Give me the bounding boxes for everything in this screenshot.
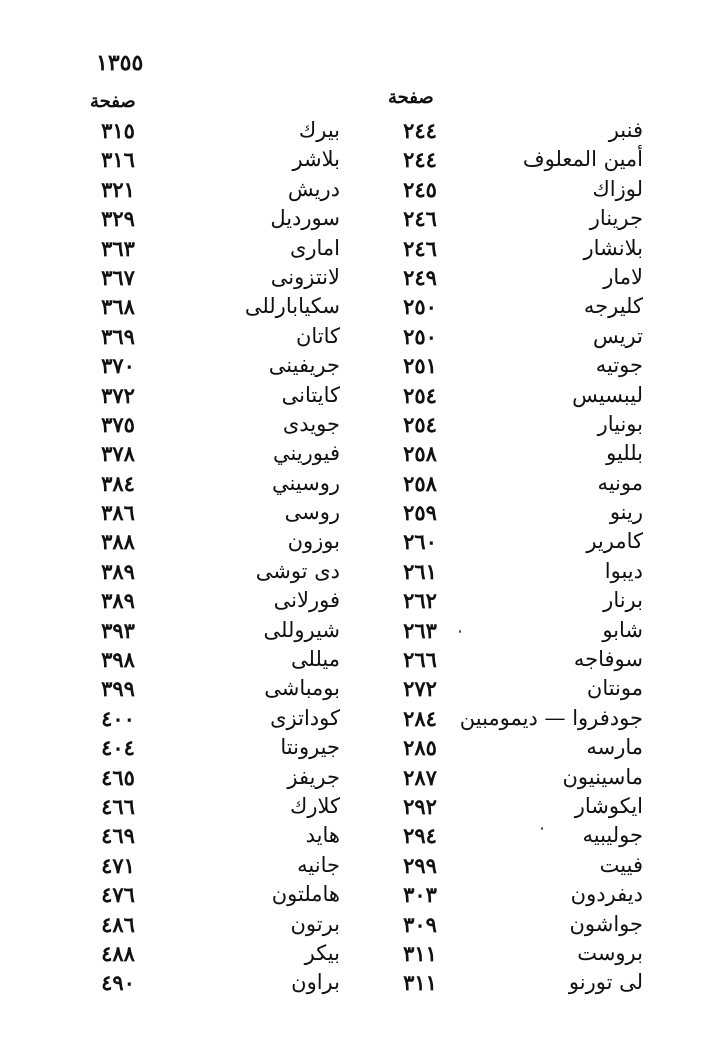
index-row <box>0 527 723 556</box>
entry-name-right: تريس <box>592 323 643 348</box>
entry-name-right: برنار <box>603 588 643 613</box>
entry-page-left: ٤٦٦ <box>101 793 135 819</box>
entry-name-right: مونيه <box>597 470 643 495</box>
index-row <box>0 204 723 233</box>
entry-name-right: فنبر <box>608 118 643 142</box>
entry-name-left: دی توشی <box>255 558 340 583</box>
entry-page-left: ٣٢٩ <box>101 206 135 232</box>
entry-name-left: لانتزونی <box>270 264 340 289</box>
entry-page-right: ٢٤٦ <box>403 235 437 261</box>
entry-name-left: جريفينى <box>268 353 340 378</box>
index-row <box>0 910 723 939</box>
index-row <box>0 645 723 674</box>
entry-page-right: ٣٠٣ <box>403 882 437 908</box>
left-page-column-header: صفحة <box>90 91 136 112</box>
entry-name-right: ايكوشار <box>574 793 643 818</box>
entry-name-right: جوتيه <box>595 353 643 378</box>
entry-name-left: اماری <box>289 235 340 260</box>
index-row <box>0 410 723 439</box>
index-entries <box>0 116 723 998</box>
index-row <box>0 851 723 880</box>
entry-page-left: ٤٠٤ <box>101 735 135 761</box>
entry-name-right: ديفردون <box>570 882 643 907</box>
entry-name-left: جويدى <box>282 411 340 436</box>
entry-name-left: جانيه <box>297 852 340 877</box>
entry-name-left: ميلل‍ی <box>291 647 340 672</box>
entry-name-right: مونتان <box>586 676 643 701</box>
entry-name-right: كليرجه <box>583 294 643 319</box>
entry-name-left: بوزون <box>287 529 340 554</box>
entry-name-left: كلارك <box>290 793 340 818</box>
entry-page-right: ٣١١ <box>403 970 437 996</box>
entry-page-left: ٣٨٩ <box>101 558 135 584</box>
entry-page-right: ٢٦١ <box>403 558 437 584</box>
entry-page-right: ٢٥٤ <box>403 411 437 437</box>
index-row <box>0 792 723 821</box>
index-row <box>0 704 723 733</box>
entry-page-right: ٢٦٦ <box>403 647 437 673</box>
index-row <box>0 968 723 997</box>
entry-page-right: ٢٩٢ <box>403 793 437 819</box>
index-row <box>0 469 723 498</box>
entry-page-right: ٢٥١ <box>403 353 437 379</box>
entry-name-right: شابو <box>602 617 643 642</box>
entry-page-right: ٣١١ <box>403 940 437 966</box>
entry-page-left: ٤٩٠ <box>101 970 135 996</box>
entry-name-right: فييت <box>599 852 643 877</box>
entry-page-right: ٢٥٤ <box>403 382 437 408</box>
entry-name-right: بروست <box>577 940 643 965</box>
entry-name-left: سوردیل <box>270 206 340 231</box>
entry-page-left: ٣٧٥ <box>101 411 135 437</box>
entry-page-left: ٣١٥ <box>101 118 135 143</box>
entry-page-left: ٤٦٥ <box>101 764 135 790</box>
entry-name-left: بيكر <box>304 940 340 965</box>
entry-name-left: دريش <box>287 176 340 201</box>
index-row <box>0 175 723 204</box>
entry-name-right: سوفاجه <box>573 647 643 672</box>
print-speck <box>541 827 543 830</box>
entry-page-right: ٢٤٥ <box>403 176 437 202</box>
entry-page-left: ٣٧٢ <box>101 382 135 408</box>
entry-page-right: ٢٥٠ <box>403 323 437 349</box>
entry-page-right: ٢٥٠ <box>403 294 437 320</box>
entry-name-left: كاتان <box>295 323 340 348</box>
entry-page-right: ٢٦٠ <box>403 529 437 555</box>
page-number: ١٣٥٥ <box>96 50 144 76</box>
entry-page-right: ٢٨٥ <box>403 735 437 761</box>
entry-page-left: ٣٩٨ <box>101 647 135 673</box>
entry-name-right: جوليبيه <box>582 823 643 848</box>
index-row <box>0 880 723 909</box>
entry-name-right: كامرير <box>586 529 643 554</box>
entry-name-right: بلليو <box>606 441 643 466</box>
index-row <box>0 381 723 410</box>
index-row <box>0 145 723 174</box>
entry-page-left: ٣٩٣ <box>101 617 135 643</box>
entry-page-left: ٤٨٨ <box>101 940 135 966</box>
entry-page-right: ٢٦٣ <box>403 617 437 643</box>
entry-name-left: روسی <box>284 500 340 525</box>
entry-page-right: ٣٠٩ <box>403 911 437 937</box>
entry-name-right: لى تورنو <box>568 970 643 995</box>
entry-name-right: مارسه <box>586 735 643 760</box>
entry-name-right: لوزاك <box>592 176 643 201</box>
right-page-column-header: صفحة <box>388 87 434 108</box>
entry-page-right: ٢٤٩ <box>403 264 437 290</box>
entry-name-left: جيرونتا <box>280 735 340 760</box>
entry-page-right: ٢٩٤ <box>403 823 437 849</box>
entry-name-left: فيوريني <box>272 441 340 466</box>
entry-page-left: ٤٦٩ <box>101 823 135 849</box>
entry-page-left: ٣٦٨ <box>101 294 135 320</box>
entry-name-right: جواشون <box>569 911 643 936</box>
entry-name-right: ماسينيون <box>562 764 643 789</box>
entry-name-left: شيرولل‍ی <box>263 617 340 642</box>
entry-name-left: كوداتزی <box>270 705 340 730</box>
entry-page-left: ٣٧٠ <box>101 353 135 379</box>
entry-name-right: ليبسيس <box>572 382 643 407</box>
index-row <box>0 322 723 351</box>
index-row <box>0 733 723 762</box>
index-row <box>0 351 723 380</box>
entry-page-right: ٢٨٤ <box>403 705 437 731</box>
entry-page-left: ٣٦٩ <box>101 323 135 349</box>
entry-name-right: ديبوا <box>604 558 643 583</box>
entry-page-left: ٣٧٨ <box>101 441 135 467</box>
entry-page-left: ٣٨٦ <box>101 500 135 526</box>
entry-name-right: جودفروا — ديمومبين <box>459 705 643 730</box>
entry-name-left: هايد <box>305 823 340 848</box>
entry-page-left: ٣٨٩ <box>101 588 135 614</box>
entry-name-left: كايتانى <box>281 382 340 407</box>
entry-name-right: رينو <box>609 500 643 525</box>
entry-name-left: فورلانى <box>273 588 340 613</box>
entry-name-left: سكيابارللی <box>244 294 340 319</box>
entry-page-left: ٣٢١ <box>101 176 135 202</box>
index-row <box>0 263 723 292</box>
entry-page-left: ٣٦٣ <box>101 235 135 261</box>
entry-page-right: ٢٤٤ <box>403 118 437 143</box>
entry-page-right: ٢٥٩ <box>403 500 437 526</box>
index-row <box>0 616 723 645</box>
entry-page-left: ٣٦٧ <box>101 264 135 290</box>
index-row <box>0 939 723 968</box>
entry-name-left: هاملتون <box>271 882 340 907</box>
entry-name-right: بونيار <box>597 411 643 436</box>
entry-page-left: ٤٠٠ <box>101 705 135 731</box>
entry-page-left: ٣٩٩ <box>101 676 135 702</box>
index-row <box>0 821 723 850</box>
entry-page-right: ٢٦٢ <box>403 588 437 614</box>
entry-page-right: ٢٨٧ <box>403 764 437 790</box>
entry-name-right: جرينار <box>589 206 643 231</box>
entry-name-right: أمين المعلوف <box>522 147 643 172</box>
index-row <box>0 292 723 321</box>
entry-name-left: بلاشر <box>292 147 340 172</box>
index-row <box>0 557 723 586</box>
print-speck <box>459 630 461 633</box>
entry-name-right: لامار <box>603 264 643 289</box>
entry-name-left: برتون <box>290 911 340 936</box>
entry-page-left: ٣٨٤ <box>101 470 135 496</box>
entry-name-right: بلانشار <box>583 235 643 260</box>
entry-page-right: ٢٤٤ <box>403 147 437 173</box>
entry-name-left: بيرك <box>298 118 340 142</box>
entry-page-right: ٢٥٨ <box>403 470 437 496</box>
index-row <box>0 674 723 703</box>
entry-page-right: ٢٩٩ <box>403 852 437 878</box>
entry-page-left: ٣١٦ <box>101 147 135 173</box>
entry-name-left: روسيني <box>271 470 340 495</box>
index-row <box>0 586 723 615</box>
entry-name-left: بومباشی <box>264 676 340 701</box>
entry-name-left: جريفز <box>287 764 340 789</box>
entry-page-left: ٤٧١ <box>101 852 135 878</box>
entry-page-right: ٢٤٦ <box>403 206 437 232</box>
index-row <box>0 763 723 792</box>
entry-page-left: ٤٨٦ <box>101 911 135 937</box>
index-row <box>0 439 723 468</box>
entry-page-right: ٢٧٢ <box>403 676 437 702</box>
entry-page-right: ٢٥٨ <box>403 441 437 467</box>
index-row <box>0 234 723 263</box>
index-row <box>0 116 723 145</box>
entry-name-left: براون <box>291 970 340 995</box>
entry-page-left: ٤٧٦ <box>101 882 135 908</box>
index-row <box>0 498 723 527</box>
entry-page-left: ٣٨٨ <box>101 529 135 555</box>
